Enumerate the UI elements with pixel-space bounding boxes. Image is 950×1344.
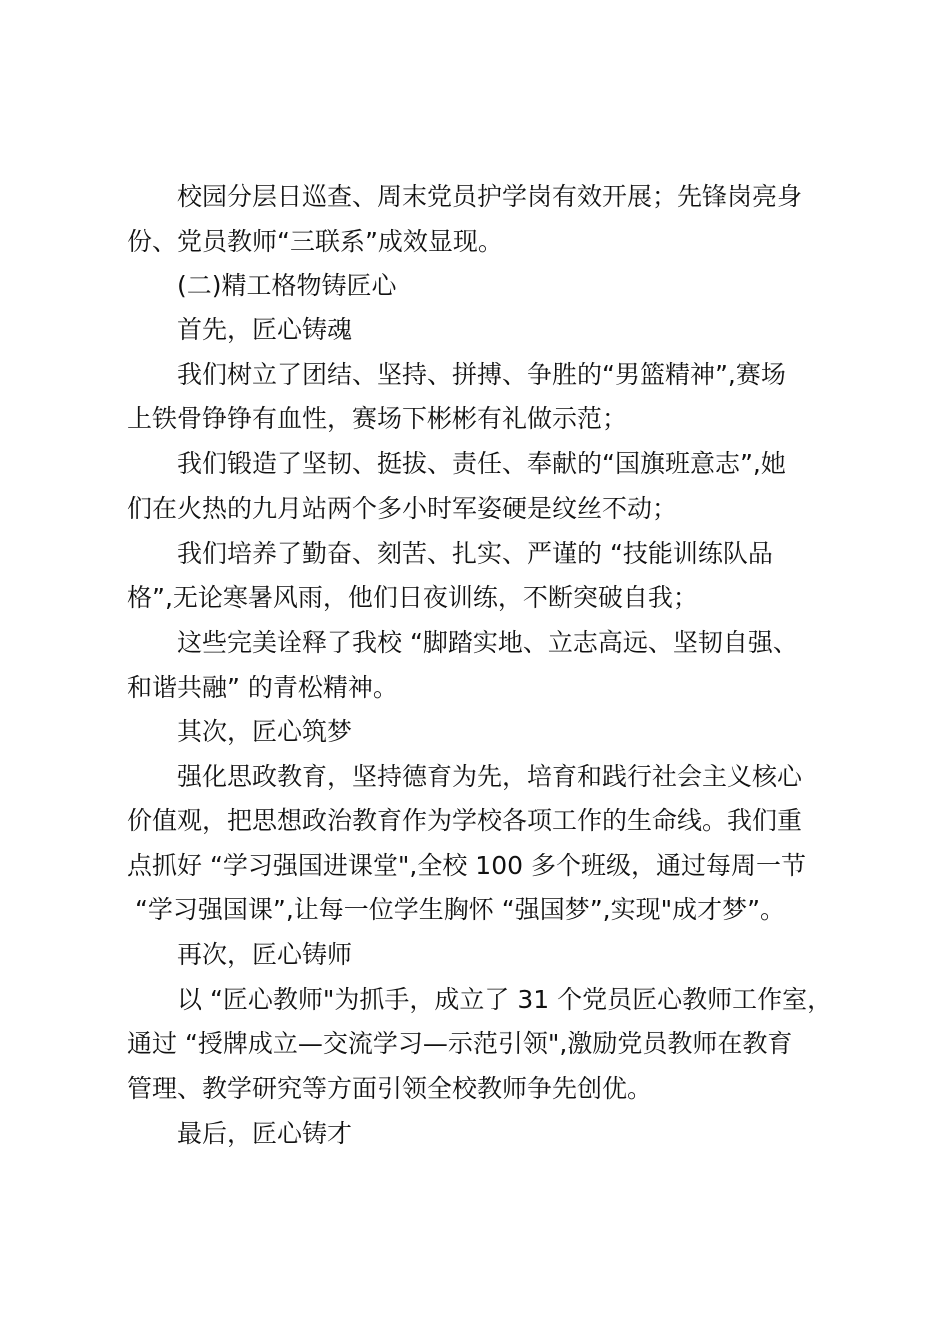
paragraph-line: 们在火热的九月站两个多小时军姿硬是纹丝不动；	[127, 494, 678, 523]
paragraph-line: 强化思政教育，坚持德育为先，培育和践行社会主义核心	[177, 762, 803, 791]
paragraph-line: 格”,无论寒暑风雨，他们日夜训练，不断突破自我；	[127, 583, 698, 612]
paragraph-line: 这些完美诠释了我校 “脚踏实地、立志高远、坚韧自强、	[177, 628, 798, 657]
paragraph-line: 通过 “授牌成立—交流学习—示范引领",激励党员教师在教育	[127, 1029, 793, 1058]
subsection-heading: 首先，匠心铸魂	[177, 315, 353, 344]
paragraph-line: 份、党员教师“三联系”成效显现。	[127, 227, 503, 256]
paragraph-line: 价值观，把思想政治教育作为学校各项工作的生命线。我们重	[127, 806, 803, 835]
paragraph-line: 我们锻造了坚韧、挺拔、责任、奉献的“国旗班意志”,她	[177, 449, 786, 478]
subsection-heading: 其次，匠心筑梦	[177, 717, 353, 746]
paragraph-line: 我们树立了团结、坚持、拼搏、争胜的“男篮精神”,赛场	[177, 360, 786, 389]
subsection-heading: 再次，匠心铸师	[177, 940, 353, 969]
paragraph-line: 点抓好 “学习强国进课堂",全校 100 多个班级，通过每周一节	[127, 851, 806, 880]
subsection-heading: 最后，匠心铸才	[177, 1119, 353, 1148]
paragraph-line: 和谐共融” 的青松精神。	[127, 673, 398, 702]
paragraph-line: 我们培养了勤奋、刻苦、扎实、严谨的 “技能训练队品	[177, 539, 773, 568]
paragraph-line: 以 “匠心教师"为抓手，成立了 31 个党员匠心教师工作室，	[177, 985, 833, 1014]
paragraph-line: “学习强国课”,让每一位学生胸怀 “强国梦”,实现"成才梦”。	[127, 895, 786, 924]
paragraph-line: 管理、教学研究等方面引领全校教师争先创优。	[127, 1074, 653, 1103]
paragraph-line: 校园分层日巡查、周末党员护学岗有效开展；先锋岗亮身	[177, 182, 803, 211]
paragraph-line: 上铁骨铮铮有血性，赛场下彬彬有礼做示范；	[127, 404, 628, 433]
section-heading: (二)精工格物铸匠心	[177, 271, 397, 300]
